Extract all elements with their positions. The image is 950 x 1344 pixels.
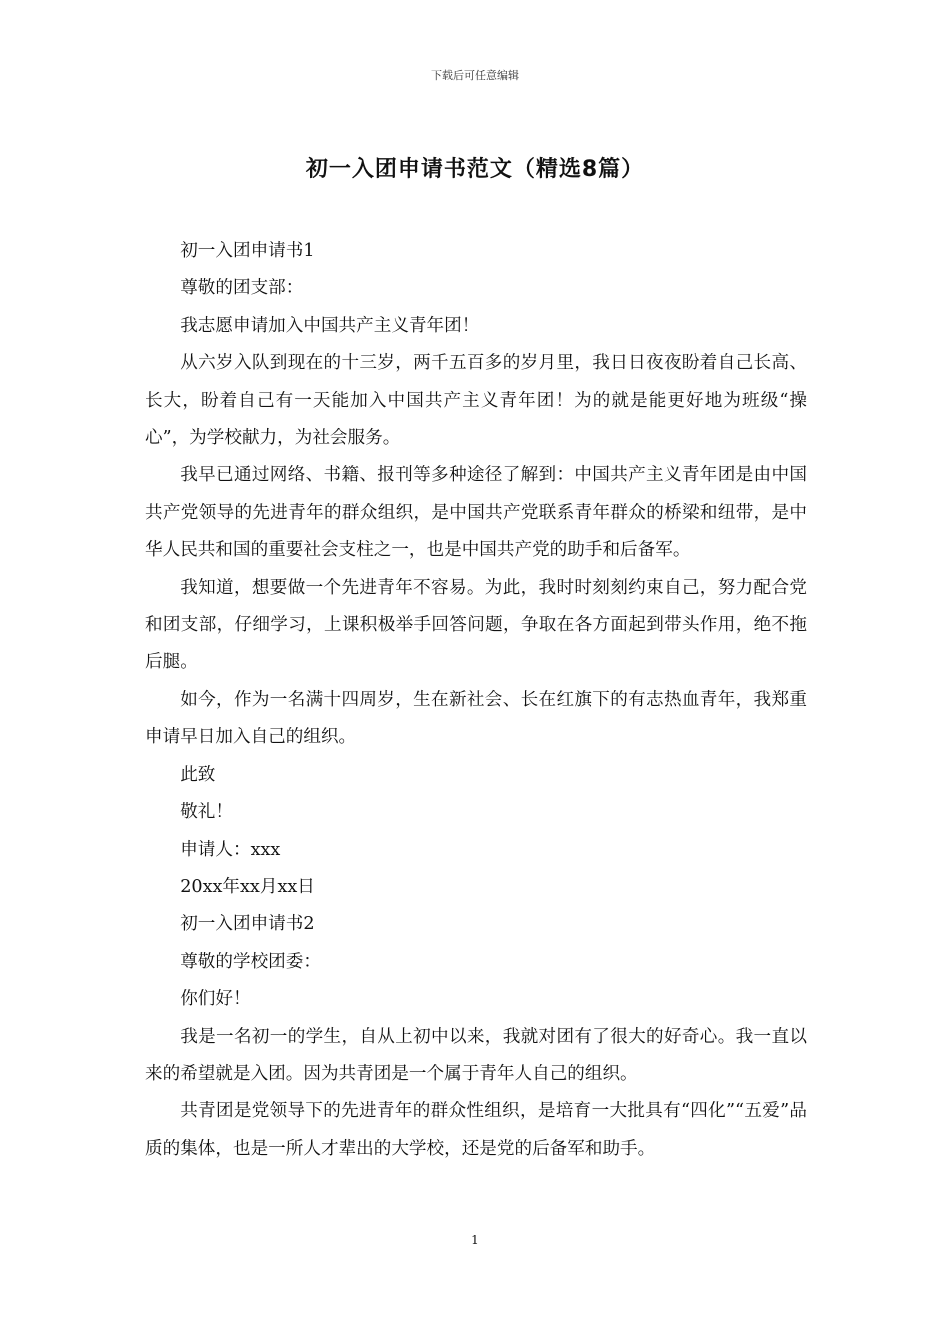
date-line: 20xx年xx月xx日	[180, 876, 315, 897]
section-heading: 初一入团申请书1	[180, 241, 315, 261]
applicant-line: 申请人：xxx	[180, 839, 281, 860]
header-note: 下载后可任意编辑	[431, 69, 519, 82]
paragraph: 共青团是党领导下的先进青年的群众性组织，是培育一大批具有“四化”“五爱”品质的集体，也是一所人才辈出的大学校，还是党的后备军和助手。	[145, 1101, 807, 1159]
salutation: 尊敬的学校团委：	[180, 951, 321, 972]
paragraph: 我早已通过网络、书籍、报刊等多种途径了解到：中国共产主义青年团是由中国共产党领导的先进青年的群众组织，是中国共产党联系青年群众的桥梁和纽带，是中华人民共和国的重要社会支柱之一，也是中国共产党的助手和后备军。	[145, 465, 807, 561]
greeting: 你们好！	[180, 989, 251, 1010]
closing-line: 敬礼！	[180, 802, 233, 823]
paragraph: 我知道，想要做一个先进青年不容易。为此，我时时刻刻约束自己，努力配合党和团支部，仔细学习，上课积极举手回答问题，争取在各方面起到带头作用，绝不拖后腿。	[145, 577, 807, 673]
paragraph: 我是一名初一的学生，自从上初中以来，我就对团有了很大的好奇心。我一直以来的希望就是入团。因为共青团是一个属于青年人自己的组织。	[145, 1026, 807, 1084]
page-number: 1	[471, 1233, 479, 1247]
paragraph: 从六岁入队到现在的十三岁，两千五百多的岁月里，我日日夜夜盼着自己长高、长大，盼着自己有一天能加入中国共产主义青年团！为的就是能更好地为班级“操心”，为学校献力，为社会服务。	[145, 353, 807, 449]
paragraph: 如今，作为一名满十四周岁，生在新社会、长在红旗下的有志热血青年，我郑重申请早日加入自己的组织。	[145, 689, 807, 748]
document-title: 初一入团申请书范文（精选8篇）	[305, 157, 645, 182]
paragraph: 我志愿申请加入中国共产主义青年团！	[180, 315, 480, 336]
document-body	[145, 233, 807, 1168]
section-heading: 初一入团申请书2	[180, 914, 315, 935]
closing-line: 此致	[180, 764, 216, 785]
salutation: 尊敬的团支部：	[180, 278, 304, 299]
